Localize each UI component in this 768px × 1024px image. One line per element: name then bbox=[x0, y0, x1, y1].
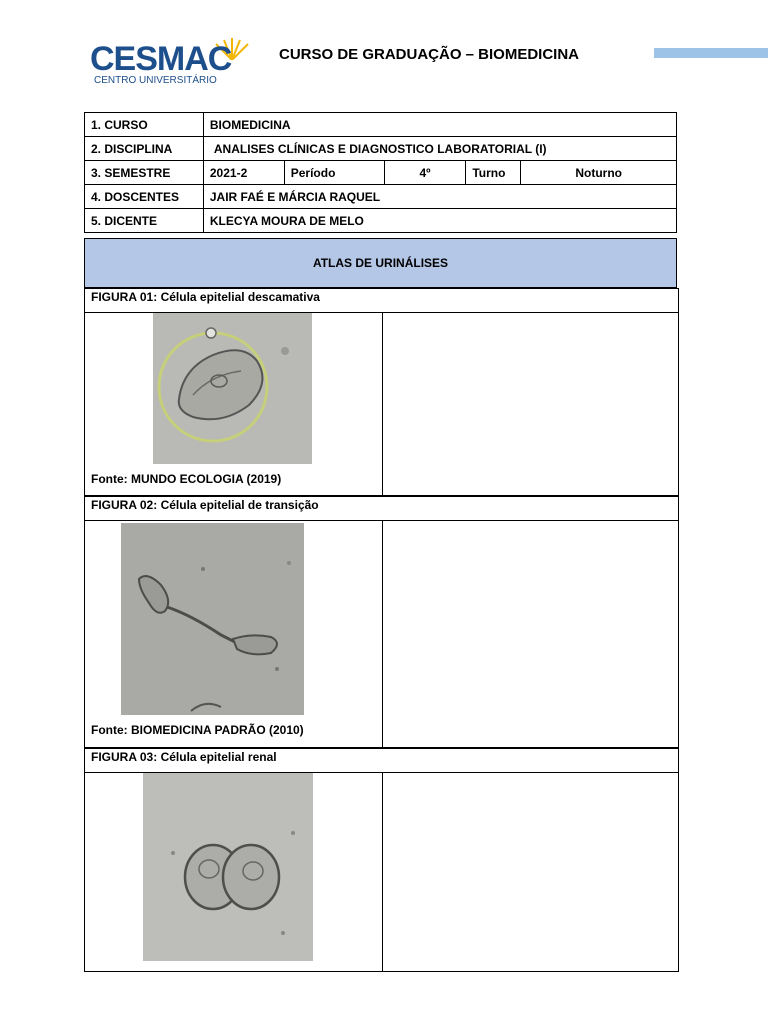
curso-value: BIOMEDICINA bbox=[203, 113, 676, 137]
header-accent-bar bbox=[654, 48, 768, 58]
disciplina-value: ANALISES CLÍNICAS E DIAGNOSTICO LABORATORIAL (I) bbox=[203, 137, 676, 161]
logo-subtitle: CENTRO UNIVERSITÁRIO bbox=[94, 75, 217, 86]
disciplina-label: 2. DISCIPLINA bbox=[85, 137, 204, 161]
dicente-row bbox=[85, 209, 677, 233]
atlas-title: ATLAS DE URINÁLISES bbox=[312, 256, 449, 270]
figure-03-cell bbox=[84, 772, 679, 972]
figure-01-left-cell bbox=[85, 313, 383, 495]
turno-label: Turno bbox=[466, 161, 521, 185]
docentes-value: JAIR FAÉ E MÁRCIA RAQUEL bbox=[203, 185, 676, 209]
turno-value: Noturno bbox=[521, 161, 677, 185]
dicente-label: 5. DICENTE bbox=[85, 209, 204, 233]
figure-02-left-cell bbox=[85, 521, 383, 747]
semester-row bbox=[85, 161, 677, 185]
docentes-label: 4. DOSCENTES bbox=[85, 185, 204, 209]
figure-02-cell bbox=[84, 520, 679, 748]
atlas-title-bar bbox=[84, 238, 677, 288]
course-row bbox=[85, 113, 677, 137]
periodo-label: Período bbox=[284, 161, 384, 185]
logo-wordmark: CESMAC bbox=[90, 40, 232, 78]
figure-03-micrograph bbox=[143, 773, 313, 961]
docentes-row bbox=[85, 185, 677, 209]
cesmac-logo bbox=[90, 40, 250, 90]
figure-02-micrograph bbox=[121, 523, 304, 715]
discipline-row bbox=[85, 137, 677, 161]
dicente-value: KLECYA MOURA DE MELO bbox=[203, 209, 676, 233]
semestre-value: 2021-2 bbox=[203, 161, 284, 185]
document-title: CURSO DE GRADUAÇÃO – BIOMEDICINA bbox=[279, 46, 580, 63]
periodo-value: 4º bbox=[384, 161, 466, 185]
curso-label: 1. CURSO bbox=[85, 113, 204, 137]
figure-03-caption: FIGURA 03: Célula epitelial renal bbox=[84, 748, 679, 773]
semestre-label: 3. SEMESTRE bbox=[85, 161, 204, 185]
figure-01-source: Fonte: MUNDO ECOLOGIA (2019) bbox=[91, 472, 282, 486]
figure-01-caption: FIGURA 01: Célula epitelial descamativa bbox=[84, 288, 679, 313]
figure-02-source: Fonte: BIOMEDICINA PADRÃO (2010) bbox=[91, 723, 304, 737]
figure-01-cell bbox=[84, 312, 679, 496]
figure-01-micrograph bbox=[153, 313, 312, 464]
course-info-table bbox=[84, 112, 677, 233]
figure-02-caption: FIGURA 02: Célula epitelial de transição bbox=[84, 496, 679, 521]
figure-03-left-cell bbox=[85, 773, 383, 971]
